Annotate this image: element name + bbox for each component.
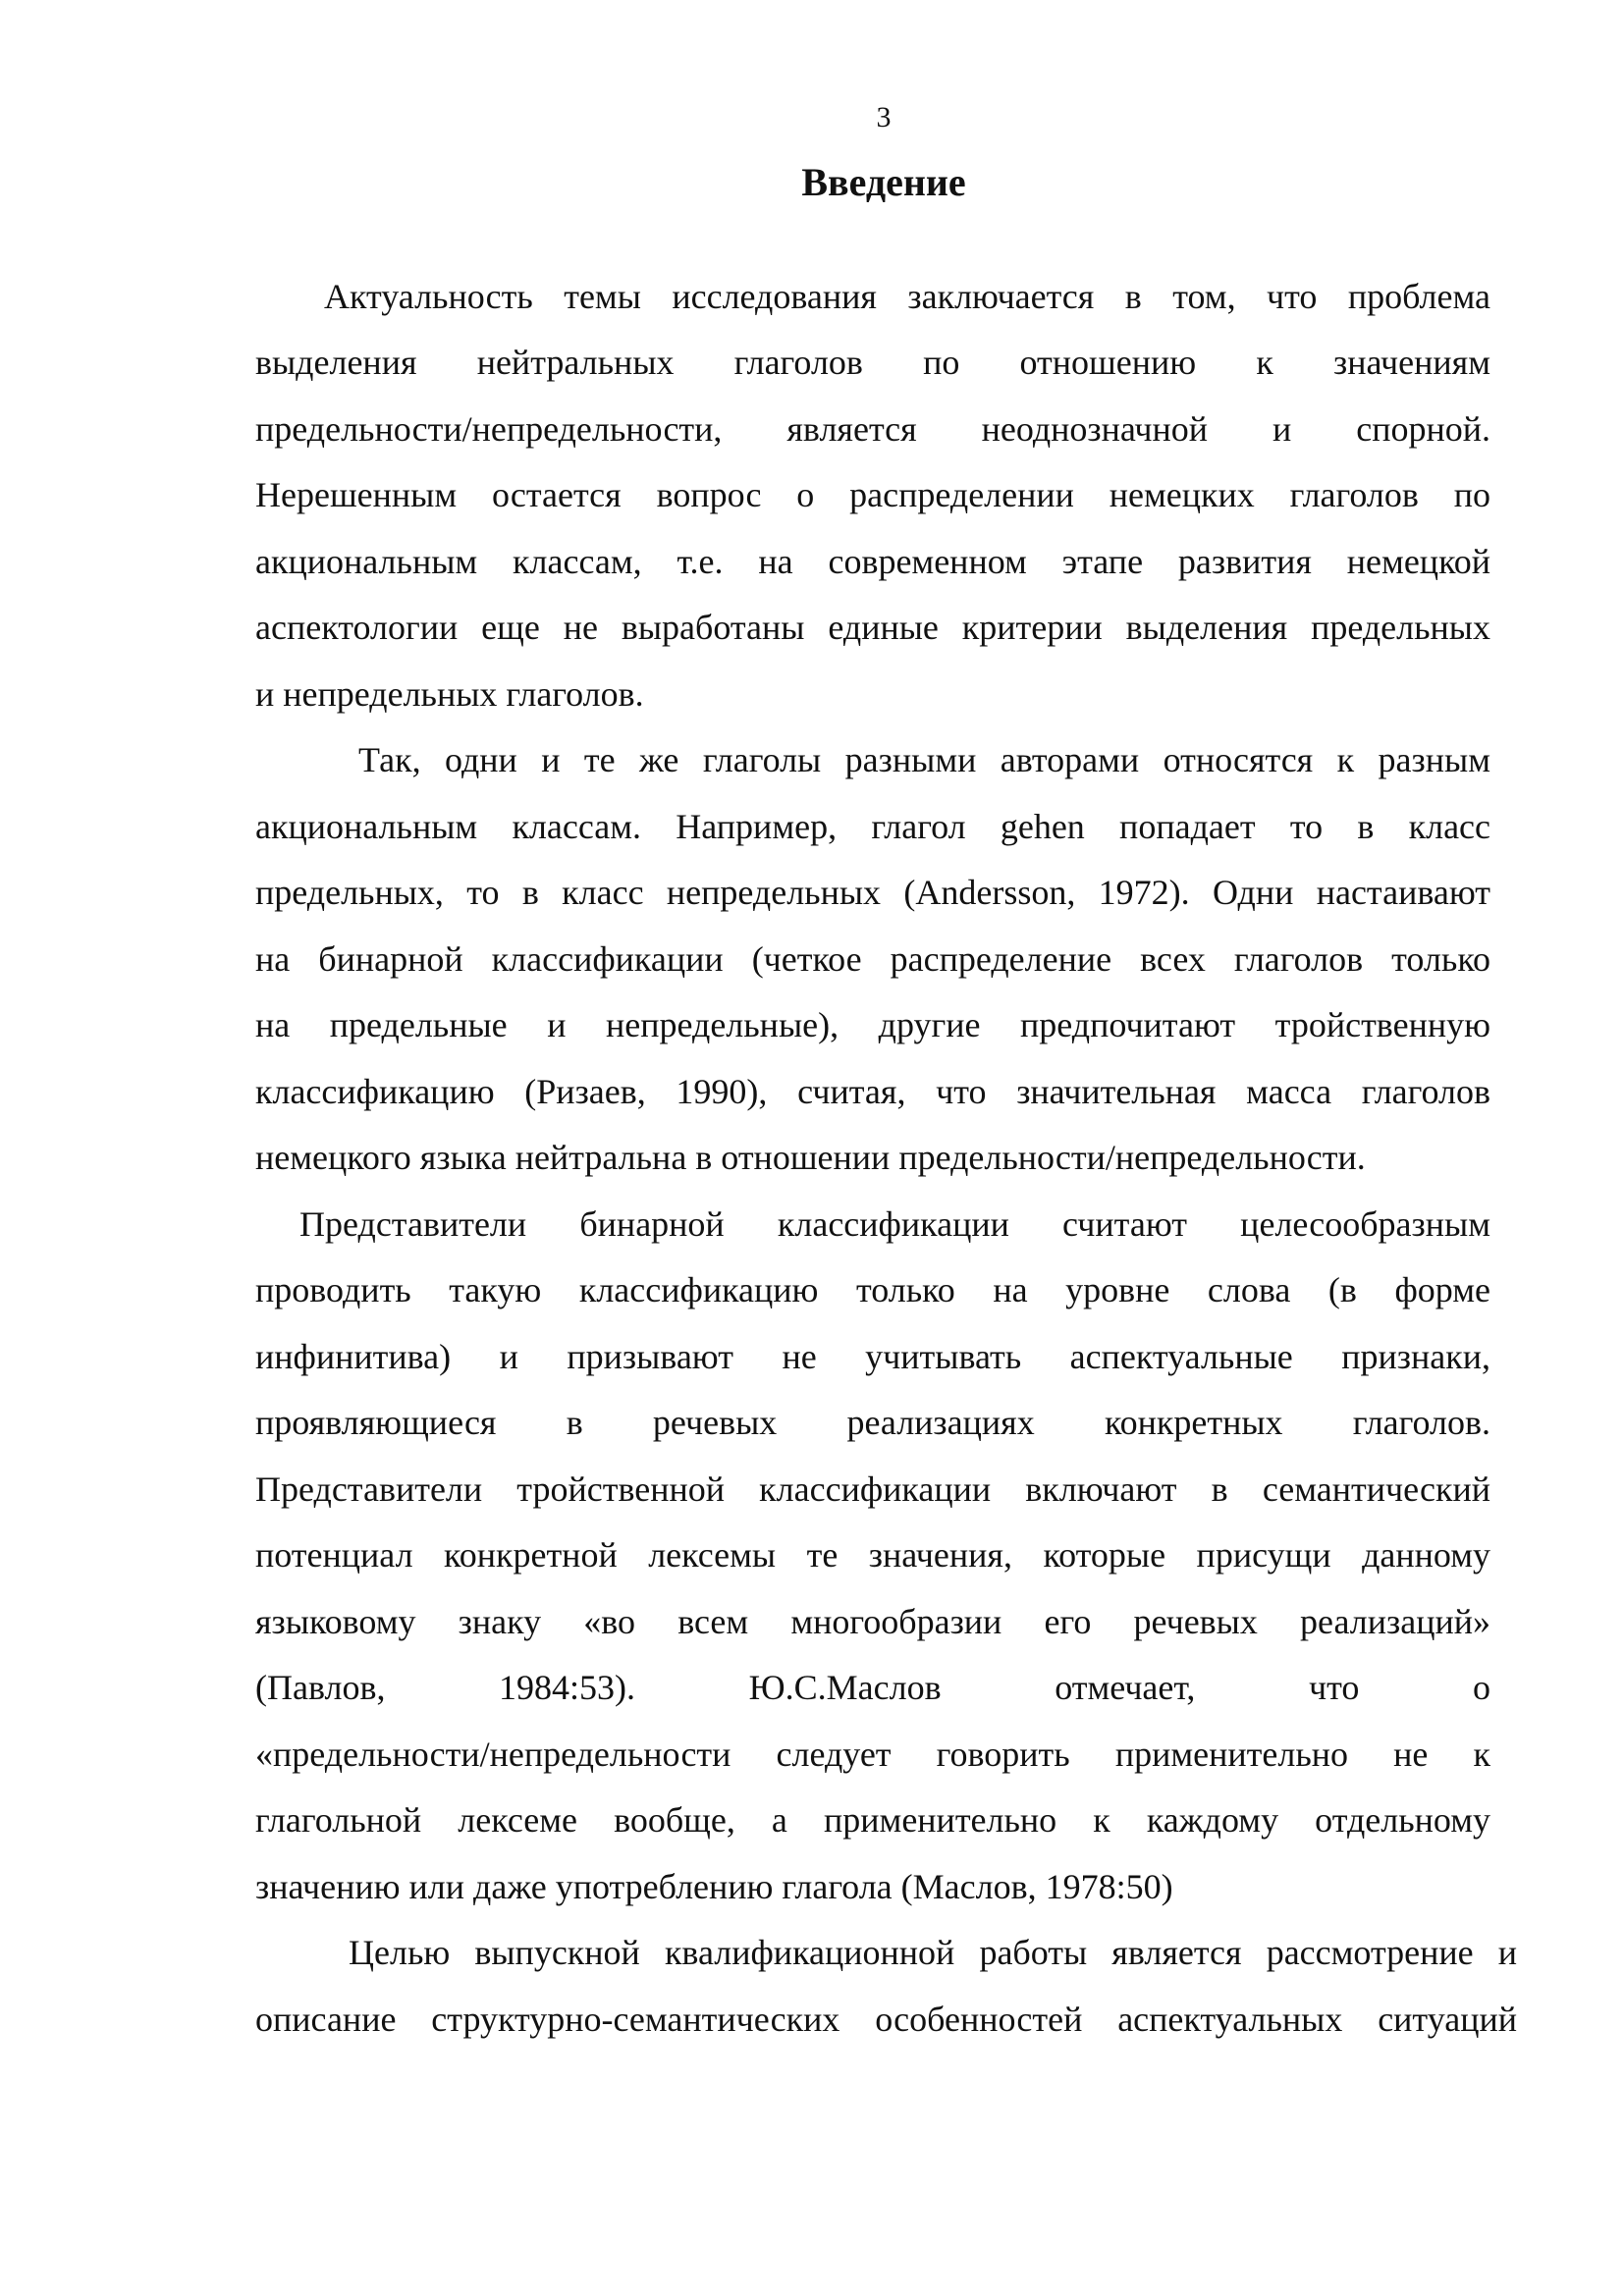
text-line: Целью выпускной квалификационной работы является рассмотрение и [349, 1933, 1517, 1972]
text-line: языковому знаку «во всем многообразии его речевых реализаций» [255, 1602, 1490, 1641]
text-line: и непредельных глаголов. [255, 674, 644, 714]
section-title: Введение [801, 160, 966, 204]
text-line: Представители тройственной классификации включают в семантический [255, 1469, 1490, 1509]
text-line: Нерешенным остается вопрос о распределении немецких глаголов по [255, 475, 1490, 514]
text-line: потенциал конкретной лексемы те значения, которые присущи данному [255, 1535, 1490, 1575]
text-line: акциональным классам, т.е. на современном этапе развития немецкой [255, 542, 1490, 581]
text-line: выделения нейтральных глаголов по отношению к значениям [255, 343, 1490, 382]
text-line: классификацию (Ризаев, 1990), считая, что значительная масса глаголов [255, 1072, 1490, 1111]
text-line: описание структурно-семантических особенностей аспектуальных ситуаций [255, 2000, 1517, 2039]
text-line: Так, одни и те же глаголы разными авторами относятся к разным [358, 740, 1490, 779]
text-line: акциональным классам. Например, глагол gehen попадает то в класс [255, 807, 1490, 846]
text-line: проявляющиеся в речевых реализациях конкретных глаголов. [255, 1403, 1490, 1442]
text-line: Представители бинарной классификации считают целесообразным [299, 1204, 1490, 1244]
text-line: (Павлов, 1984:53). Ю.С.Маслов отмечает, что о [255, 1668, 1490, 1707]
text-line: предельных, то в класс непредельных (Andersson, 1972). Одни настаивают [255, 873, 1490, 912]
text-line: глагольной лексеме вообще, а применительно к каждому отдельному [255, 1800, 1490, 1840]
text-line: аспектологии еще не выработаны единые критерии выделения предельных [255, 608, 1490, 647]
page-number: 3 [876, 101, 892, 133]
text-line: Актуальность темы исследования заключается в том, что проблема [324, 277, 1490, 316]
text-line: предельности/непредельности, является неоднозначной и спорной. [255, 409, 1490, 449]
text-line: значению или даже употреблению глагола (Маслов, 1978:50) [255, 1867, 1173, 1906]
text-line: немецкого языка нейтральна в отношении предельности/непредельности. [255, 1138, 1366, 1177]
text-line: проводить такую классификацию только на уровне слова (в форме [255, 1270, 1490, 1309]
text-line: инфинитива) и призывают не учитывать аспектуальные признаки, [255, 1337, 1490, 1376]
text-line: «предельности/непредельности следует говорить применительно не к [255, 1735, 1490, 1774]
text-line: на предельные и непредельные), другие предпочитают тройственную [255, 1005, 1490, 1044]
text-line: на бинарной классификации (четкое распределение всех глаголов только [255, 939, 1490, 979]
